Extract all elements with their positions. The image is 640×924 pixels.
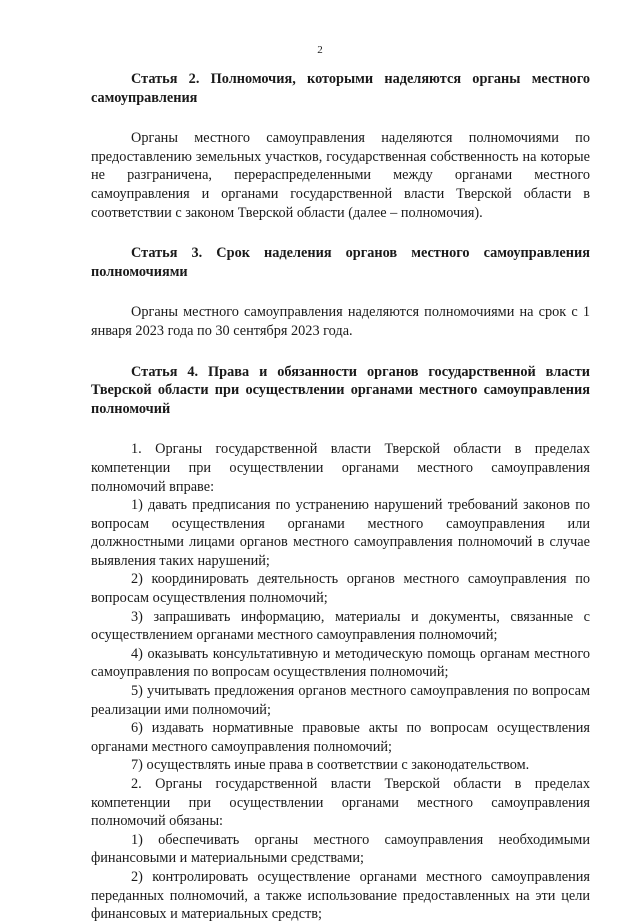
page-number: 2 [317,44,323,56]
article-3-heading: Статья 3. Срок наделения органов местного самоуправления полномочиями [91,245,590,280]
article-4-part-1-item: 3) запрашивать информацию, материалы и документы, связанные с осуществлением органами местного самоуправления полномочий; [91,608,590,644]
article-4-part-1-item: 2) координировать деятельность органов местного самоуправления по вопросам осуществления полномочий; [91,571,590,607]
article-2-heading: Статья 2. Полномочия, которыми наделяются органы местного самоуправления [91,71,590,106]
article-4-part-1-intro: 1. Органы государственной власти Тверской области в пределах компетенции при осуществлении органами местного самоуправления полномочий вправе: [91,441,590,495]
document-body [91,70,590,924]
article-2-text: Органы местного самоуправления наделяются полномочиями по предоставлению земельных участков, государственная собственность на которые не разграничена, перераспределенными между органами местного самоуправления и органами государственной власти Тверской области в соответствии с законом Тверской области (далее – полномочия). [91,130,590,221]
article-4-part-2-item: 1) обеспечивать органы местного самоуправления необходимыми финансовыми и материальными средствами; [91,831,590,867]
article-4-part-1-item: 5) учитывать предложения органов местного самоуправления по вопросам реализации ими полномочий; [91,683,590,718]
article-4-part-1-item: 1) давать предписания по устранению нарушений требований законов по вопросам осуществления органами местного самоуправления или должностными лицами органов местного самоуправления полномочий в случае выявления таких нарушений; [91,497,590,569]
article-4-part-1-item: 4) оказывать консультативную и методическую помощь органам местного самоуправления по вопросам осуществления полномочий; [91,645,590,681]
article-3-text: Органы местного самоуправления наделяются полномочиями на срок с 1 января 2023 года по 30 сентября 2023 года. [91,304,590,339]
article-4-part-1-item: 6) издавать нормативные правовые акты по вопросам осуществления органами местного самоуправления полномочий; [91,720,590,755]
article-4-heading: Статья 4. Права и обязанности органов государственной власти Тверской области при осуществлении органами местного самоуправления полномочий [91,363,590,417]
article-4-part-2-intro: 2. Органы государственной власти Тверской области в пределах компетенции при осуществлении органами местного самоуправления полномочий обязаны: [91,776,590,830]
article-4-part-1-item: 7) осуществлять иные права в соответствии с законодательством. [131,757,530,774]
article-4-part-2-item: 2) контролировать осуществление органами местного самоуправления переданных полномочий, а также использование предоставленных на эти цели финансовых и материальных средств; [91,868,590,923]
